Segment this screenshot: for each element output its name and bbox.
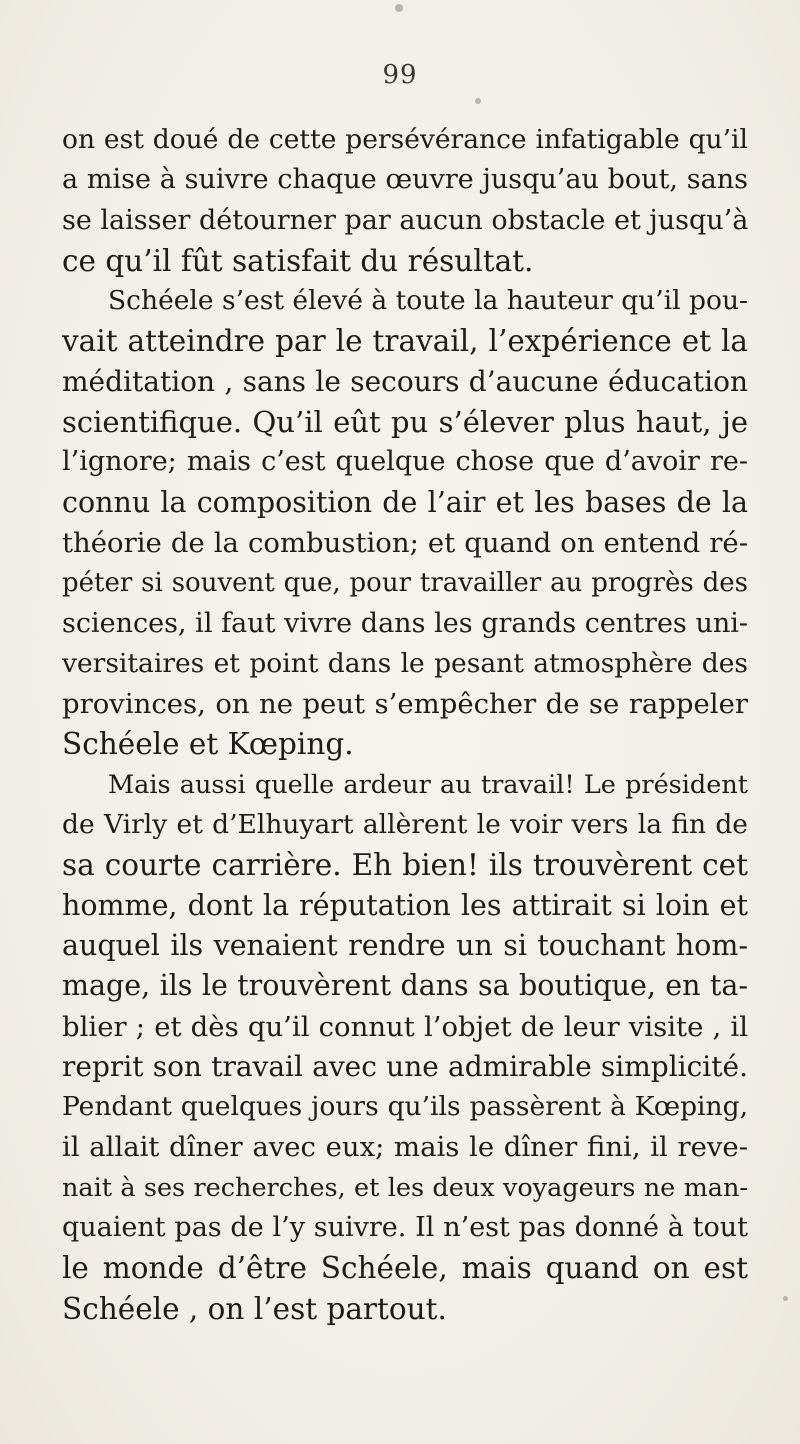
- text-line: il allait dîner avec eux; mais le dîner fini, il reve-: [62, 1131, 748, 1164]
- paper-speck: [395, 4, 403, 12]
- text-line: reprit son travail avec une admirable simplicité.: [62, 1049, 748, 1083]
- text-line: nait à ses recherches, et les deux voyageurs ne man-: [62, 1172, 748, 1203]
- text-line: péter si souvent que, pour travailler au progrès des: [62, 568, 748, 599]
- text-line: scientifique. Qu’il eût pu s’élever plus haut, je: [62, 405, 748, 440]
- text-line: Mais aussi quelle ardeur au travail! Le président: [108, 769, 748, 800]
- text-line: on est doué de cette persévérance infatigable qu’il: [62, 124, 748, 155]
- paper-speck: [475, 98, 481, 104]
- text-line: auquel ils venaient rendre un si touchant hom-: [62, 928, 748, 962]
- text-line: méditation , sans le secours d’aucune éducation: [62, 364, 748, 398]
- text-line: sciences, il faut vivre dans les grands centres uni-: [62, 607, 748, 639]
- text-line: se laisser détourner par aucun obstacle et jusqu’à: [62, 204, 749, 236]
- text-line: quaient pas de l’y suivre. Il n’est pas donné à tout: [62, 1212, 748, 1244]
- body-text: [62, 120, 748, 1329]
- paper-speck: [783, 1296, 788, 1301]
- text-line: Schéele et Kœping.: [62, 727, 354, 762]
- text-line: provinces, on ne peut s’empêcher de se rappeler: [62, 688, 748, 721]
- text-line: a mise à suivre chaque œuvre jusqu’au bout, sans: [62, 164, 748, 196]
- text-line: versitaires et point dans le pesant atmosphère des: [62, 647, 748, 679]
- text-line: connu la composition de l’air et les bases de la: [62, 485, 748, 519]
- text-line: vait atteindre par le travail, l’expérience et la: [62, 324, 748, 359]
- text-line: blier ; et dès qu’il connut l’objet de leur visite , il: [62, 1010, 748, 1043]
- page-number: 99: [382, 60, 418, 90]
- text-line: le monde d’être Schéele, mais quand on est: [62, 1251, 748, 1286]
- text-line: Pendant quelques jours qu’ils passèrent à Kœping,: [62, 1091, 748, 1123]
- text-line: théorie de la combustion; et quand on entend ré-: [62, 526, 748, 559]
- text-line: Schéele s’est élevé à toute la hauteur qu’il pou-: [108, 285, 748, 317]
- text-line: Schéele , on l’est partout.: [62, 1291, 447, 1326]
- text-line: ce qu’il fût satisfait du résultat.: [62, 243, 534, 278]
- text-line: de Virly et d’Elhuyart allèrent le voir vers la fin de: [62, 809, 748, 841]
- text-line: homme, dont la réputation les attirait si loin et: [62, 888, 748, 922]
- text-line: sa courte carrière. Eh bien! ils trouvèrent cet: [62, 848, 748, 883]
- text-line: l’ignore; mais c’est quelque chose que d’avoir re-: [62, 446, 748, 478]
- text-line: mage, ils le trouvèrent dans sa boutique, en ta-: [62, 969, 748, 1003]
